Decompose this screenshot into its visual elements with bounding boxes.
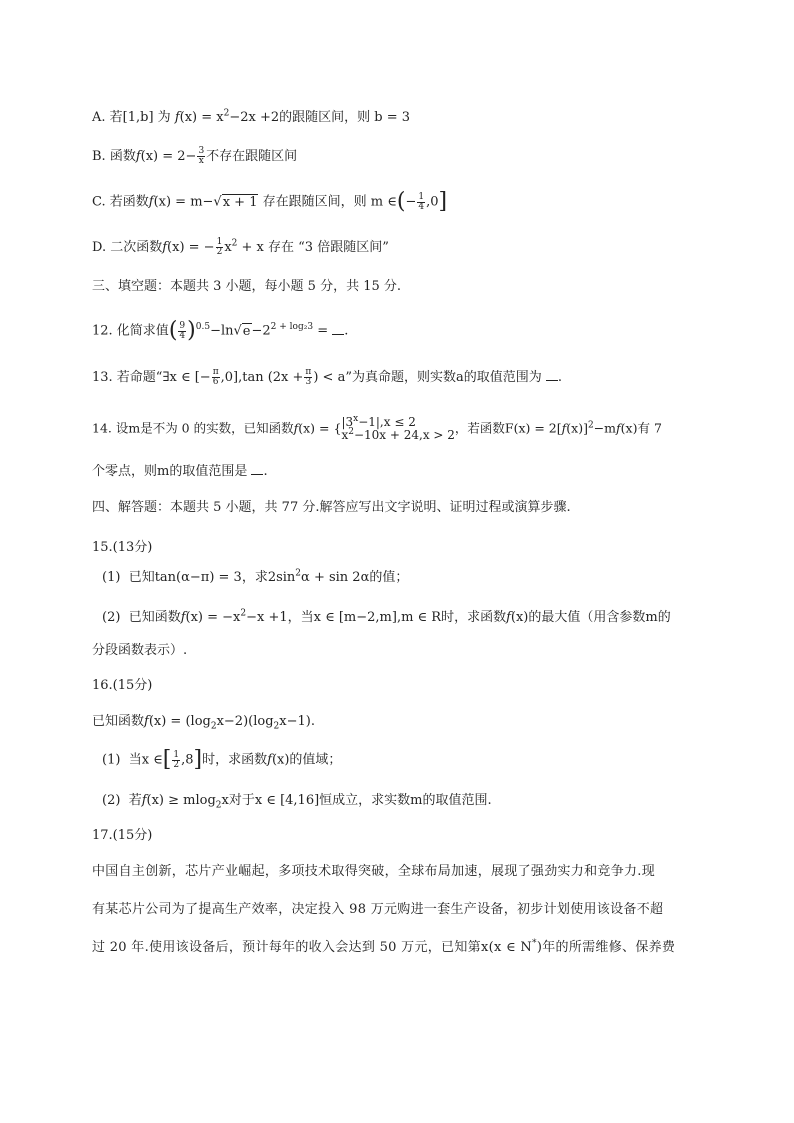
fraction: $\frac{\pi}{3}$ <box>305 367 312 387</box>
question-15-part-2: (2) 已知函数$f(x) = -x^2-x +1$，当x ∈ [m−2,m],m ∈ R时，求函数f(x)的最大值（用含参数m的 <box>102 608 671 625</box>
question-14-cont: 个零点，则m的取值范围是 . <box>92 464 268 479</box>
question-16-part-2: (2) 若f(x) ≥ mlog$_2$x对于x ∈ [4,16]恒成立，求实数m的取值范围. <box>102 793 492 811</box>
question-13: 13. 若命题“∃x ∈ [− $\frac{\pi}{6}$ ,0],tan (2x + $\frac{\pi}{3}$ ) < a”为真命题，则实数a的取值范围为 . <box>92 367 563 387</box>
question-12: 12. 化简求值( $\frac{9}{4}$ )$^{0.5}-\ln√e-2^{2 + log_23}$ = . <box>92 318 349 343</box>
section-heading: 三、填空题：本题共 3 小题，每小题 5 分，共 15 分. <box>92 279 402 294</box>
fraction: $\frac{3}{x}$ <box>198 146 205 166</box>
question-17-text: 有某芯片公司为了提高生产效率，决定投入 98 万元购进一套生产设备，初步计划使用该设备不超 <box>92 902 664 917</box>
option-a: A. 若[1,b] 为 $f(x) = x^2-2x +2$的跟随区间，则 b = 3 <box>92 108 411 125</box>
question-17-text: 过 20 年.使用该设备后，预计每年的收入会达到 50 万元，已知第x(x ∈ N*)年的所需维修、保养费 <box>92 938 676 955</box>
question-14: 14. 设m是不为 0 的实数，已知函数f(x) = { $|3^x-1|,x \le 2$ $x^2-10x + 24,x > 2$ ，若函数$F(x) = 2[f(x)]^2-mf(x)$有 7 <box>92 414 662 442</box>
fraction: $\frac{1}{2}$ <box>216 237 223 257</box>
option-d: D. 二次函数f(x) = − $\frac{1}{2}$ $x^2 + x$ 存在 “3 倍跟随区间” <box>92 237 389 257</box>
fraction: $\frac{9}{4}$ <box>179 320 186 341</box>
question-16-title: 16.(15分) <box>92 678 153 693</box>
question-17-text: 中国自主创新，芯片产业崛起，多项技术取得突破，全球布局加速，展现了强劲实力和竞争力.现 <box>92 864 656 879</box>
option-c: C. 若函数f(x) = m−√x + 1 存在跟随区间，则 m ∈(− $\frac{1}{4}$ ,0] <box>92 189 448 214</box>
question-15-part-2-cont: 分段函数表示）. <box>92 643 188 658</box>
section-heading: 四、解答题：本题共 5 小题，共 77 分.解答应写出文字说明、证明过程或演算步骤. <box>92 500 571 515</box>
question-16-part-1: (1) 当x ∈[ $\frac{1}{2}$ ,8]时，求函数f(x)的值域； <box>102 747 342 772</box>
answer-blank <box>251 464 263 475</box>
option-b: B. 函数f(x) = 2− $\frac{3}{x}$ 不存在跟随区间 <box>92 146 298 166</box>
fraction: $\frac{1}{4}$ <box>418 191 425 212</box>
question-16-stem: 已知函数$f(x) = (\log_2x-2)(\log_2x-1)$. <box>92 714 315 732</box>
answer-blank <box>332 324 344 335</box>
question-15-part-1: (1) 已知tan(α−π) = 3，求$2\sin^2\alpha + \sin 2\alpha$的值； <box>102 568 409 585</box>
question-17-title: 17.(15分) <box>92 828 153 843</box>
question-15-title: 15.(13分) <box>92 540 153 555</box>
piecewise-cases: $|3^x-1|,x \le 2$ $x^2-10x + 24,x > 2$ <box>341 414 455 442</box>
answer-blank <box>546 370 558 381</box>
fraction: $\frac{\pi}{6}$ <box>212 367 219 387</box>
fraction: $\frac{1}{2}$ <box>173 749 180 770</box>
